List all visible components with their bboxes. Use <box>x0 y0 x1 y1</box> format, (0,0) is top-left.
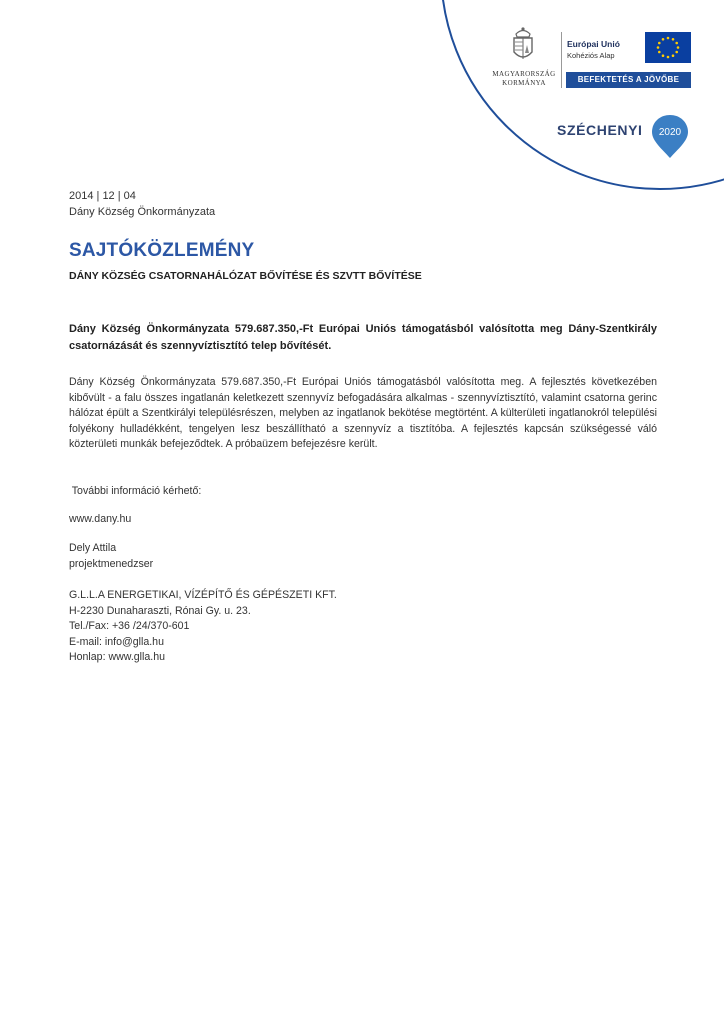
coat-of-arms-icon <box>510 26 536 64</box>
more-info-label: További információ kérhető: <box>69 485 202 497</box>
eu-label <box>567 39 620 61</box>
website-block <box>69 512 131 528</box>
invest-banner: BEFEKTETÉS A JÖVŐBE <box>566 72 691 88</box>
logo-divider <box>561 32 562 88</box>
website-link[interactable]: www.dany.hu <box>69 513 132 525</box>
company-phone: Tel./Fax: +36 /24/370-601 <box>69 620 190 632</box>
program-year: 2020 <box>658 127 682 138</box>
eu-title: Európai Unió <box>567 39 620 49</box>
header-arc <box>440 0 724 190</box>
map-pin-icon <box>650 113 690 159</box>
company-email[interactable]: E-mail: info@glla.hu <box>69 635 164 648</box>
contact-name: Dely Attila <box>69 542 117 554</box>
company-block <box>69 588 337 666</box>
eu-flag-icon <box>645 32 691 63</box>
eu-subtitle: Kohéziós Alap <box>567 51 615 60</box>
document-meta <box>69 188 215 220</box>
program-name: SZÉCHENYI <box>557 122 643 138</box>
contact-block <box>69 541 153 572</box>
company-name: G.L.L.A ENERGETIKAI, VÍZÉPÍTŐ ÉS GÉPÉSZETI KFT. <box>69 589 337 601</box>
document-date: 2014 | 12 | 04 <box>69 190 136 202</box>
company-homepage[interactable]: Honlap: www.glla.hu <box>69 651 165 663</box>
contact-role: projektmenedzser <box>69 557 154 570</box>
body-paragraph: Dány Község Önkormányzata 579.687.350,-Ft Európai Uniós támogatásból valósította meg. A fejlesztés következében kibővült - a falu összes ingatlanán keletkezett szennyvíz befogadására alkalmas - szennyvíztisztító, valamint csatorna gerinc hálózat épült a Szentkirályi településrészen, melyben az ingatlanok bekötése megtörtént. A külterületi ingatlanokról települési folyékony hulladékként, tengelyen lesz beszállítható a szennyvíz a tisztítóba. A fejlesztés kapcsán szükségessé váló közterületi munkák befejeződtek. A próbaüzem befejezésre került. <box>69 376 657 450</box>
page-title: SAJTÓKÖZLEMÉNY <box>69 240 255 261</box>
company-address: H-2230 Dunaharaszti, Rónai Gy. u. 23. <box>69 604 251 617</box>
government-line-1: MAGYARORSZÁG <box>492 70 556 78</box>
document-organization: Dány Község Önkormányzata <box>69 206 216 218</box>
lead-paragraph: Dány Község Önkormányzata 579.687.350,-Ft Európai Uniós támogatásból valósította meg Dány-Szentkirály csatornázását és szennyvíztisztító telep bővítését. <box>69 323 657 352</box>
page-subtitle: DÁNY KÖZSÉG CSATORNAHÁLÓZAT BŐVÍTÉSE ÉS SZVTT BŐVÍTÉSE <box>69 270 422 282</box>
government-line-2: KORMÁNYA <box>502 79 546 87</box>
government-label <box>486 70 562 88</box>
more-info <box>69 484 201 500</box>
